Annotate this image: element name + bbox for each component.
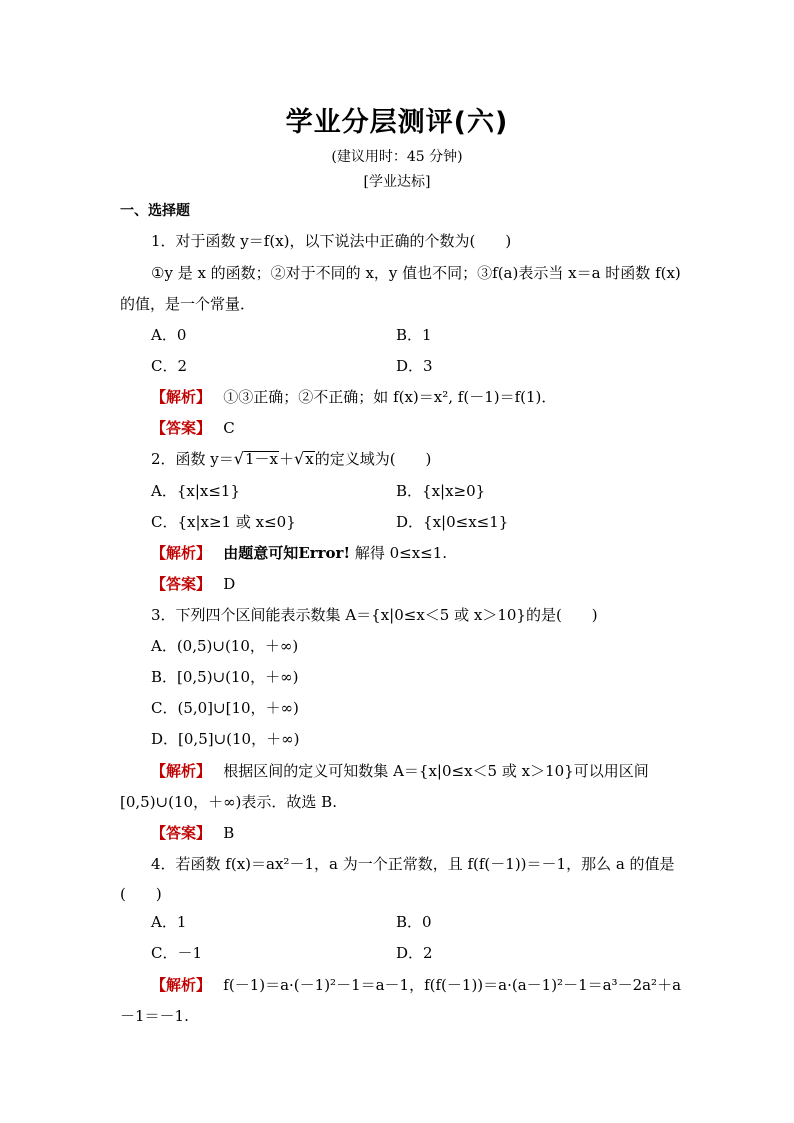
q4-analysis-line2: －1＝－1. — [120, 1007, 189, 1025]
q2-analysis-suffix: 解得 0≤x≤1. — [350, 544, 448, 562]
q4-option-c: C．－1 — [151, 944, 203, 962]
time-note: (建议用时：45 分钟) — [331, 149, 463, 165]
q2-option-a: A．{x|x≤1} — [151, 482, 241, 500]
q2-option-d: D．{x|0≤x≤1} — [396, 513, 509, 531]
q3-option-b: B．[0,5)∪(10，＋∞) — [151, 668, 299, 686]
q3-answer — [151, 822, 234, 844]
q1-stem: 1．对于函数 y＝f(x)，以下说法中正确的个数为( ) — [151, 232, 512, 250]
q4-option-a: A．1 — [151, 913, 187, 931]
q2-analysis-prefix: 由题意可知 — [223, 544, 299, 562]
q4-stem-line1: 4．若函数 f(x)＝ax²－1，a 为一个正常数，且 f(f(－1))＝－1，那么 a 的值是 — [151, 855, 675, 873]
q3-stem: 3．下列四个区间能表示数集 A＝{x|0≤x＜5 或 x＞10}的是( ) — [151, 606, 598, 624]
q3-analysis-line2: [0,5)∪(10，＋∞)表示．故选 B. — [120, 793, 337, 811]
answer-tag: 【答案】 — [151, 824, 204, 842]
q2-plus: ＋ — [279, 450, 295, 468]
q2-answer-text: D — [223, 575, 236, 593]
q3-analysis — [151, 760, 649, 782]
q4-option-b: B．0 — [396, 913, 432, 931]
q1-option-b: B．1 — [396, 326, 432, 344]
q3-analysis-line1: 根据区间的定义可知数集 A＝{x|0≤x＜5 或 x＞10}可以用区间 — [223, 762, 649, 780]
analysis-tag: 【解析】 — [151, 544, 204, 562]
analysis-tag: 【解析】 — [151, 976, 204, 994]
answer-tag: 【答案】 — [151, 575, 204, 593]
q1-analysis-text: ①③正确；②不正确；如 f(x)＝x², f(－1)＝f(1)． — [223, 388, 557, 406]
q1-answer-text: C — [223, 419, 235, 437]
q1-option-a: A．0 — [151, 326, 187, 344]
q4-analysis-line1: f(－1)＝a·(－1)²－1＝a－1，f(f(－1))＝a·(a－1)²－1＝a³－2a²＋a — [223, 976, 682, 994]
q1-text-line1: ①y 是 x 的函数；②对于不同的 x，y 值也不同；③f(a)表示当 x＝a 时函数 f(x) — [151, 264, 681, 282]
q3-option-a: A．(0,5)∪(10，＋∞) — [151, 637, 299, 655]
q1-text-line2: 的值，是一个常量． — [120, 295, 256, 313]
q4-stem-line2: ( ) — [120, 885, 162, 903]
q3-option-d: D．[0,5]∪(10，＋∞) — [151, 730, 300, 748]
q2-stem-suffix: 的定义域为( ) — [314, 450, 432, 468]
q2-stem-prefix: 2．函数 y＝ — [151, 450, 234, 468]
q2-stem — [151, 448, 431, 470]
analysis-tag: 【解析】 — [151, 762, 204, 780]
q2-option-b: B．{x|x≥0} — [396, 482, 486, 500]
section-heading: 一、选择题 — [120, 203, 190, 219]
sqrt-sign: √ — [233, 449, 244, 468]
analysis-tag: 【解析】 — [151, 388, 204, 406]
q2-analysis — [151, 542, 447, 564]
q2-radicand-1: 1－x — [245, 450, 279, 468]
q2-analysis-error: Error! — [298, 544, 351, 562]
q2-answer — [151, 573, 235, 595]
q3-option-c: C．(5,0]∪[10，＋∞) — [151, 699, 299, 717]
page-title: 学业分层测评(六) — [285, 107, 509, 138]
q4-option-d: D．2 — [396, 944, 433, 962]
sqrt-sign: √ — [294, 449, 305, 468]
q1-option-d: D．3 — [396, 357, 433, 375]
q1-answer — [151, 417, 235, 439]
q1-analysis — [151, 386, 556, 408]
q4-analysis — [151, 974, 681, 996]
q1-option-c: C．2 — [151, 357, 188, 375]
q3-answer-text: B — [223, 824, 235, 842]
answer-tag: 【答案】 — [151, 419, 204, 437]
level-label: [学业达标] — [363, 174, 431, 190]
q2-radicand-2: x — [305, 450, 314, 468]
q2-option-c: C．{x|x≥1 或 x≤0} — [151, 513, 296, 531]
